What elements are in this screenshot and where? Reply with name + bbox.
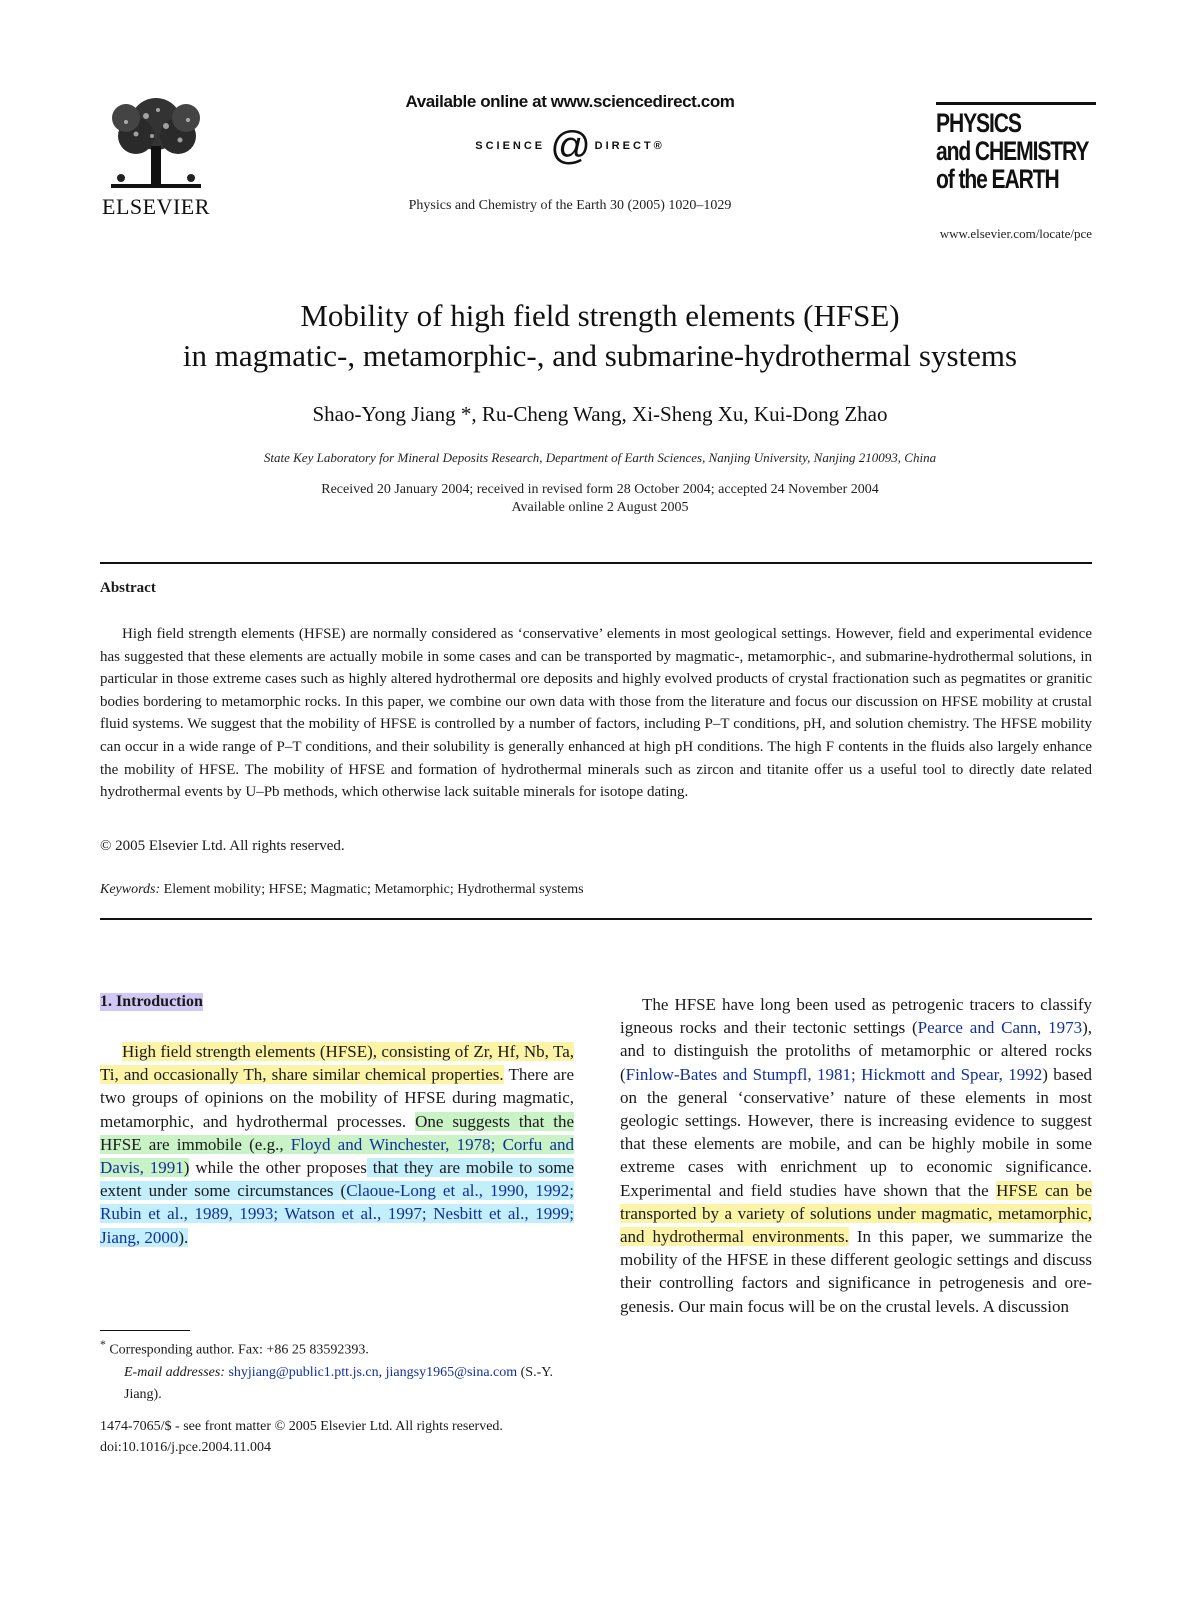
elsevier-tree-icon <box>96 96 216 196</box>
email-link-2[interactable]: jiangsy1965@sina.com <box>385 1364 518 1380</box>
rc-text-1: The HFSE have long been used as petrogenic tracers to classify igneous rocks and their tectonic settings ( <box>620 995 1092 1038</box>
rc-text-4: In this paper, we summarize the mobility of the HFSE in these different geologic settings and discuss their controlling factors and significance in petrogenesis and ore-genesis. Our main focus will be on the crustal levels. A discussion <box>620 1227 1093 1316</box>
keywords <box>100 882 584 898</box>
rc-text-2: ), and to distinguish the protoliths of metamorphic or altered rocks ( <box>620 1018 1092 1084</box>
sciencedirect-left: SCIENCE <box>475 140 546 152</box>
received-dates: Received 20 January 2004; received in revised form 28 October 2004; accepted 24 November 2004 <box>321 482 879 497</box>
journal-url-link[interactable]: www.elsevier.com/locate/pce <box>939 226 1092 241</box>
abstract-body <box>100 623 1092 804</box>
journal-logo-line-2: and CHEMISTRY <box>936 136 1089 166</box>
footnote <box>100 1334 574 1406</box>
intro-paragraph <box>100 1040 574 1249</box>
intro-heading: 1. Introduction <box>100 993 203 1010</box>
keywords-label: Keywords: <box>100 882 161 897</box>
ref-claoue-long-link[interactable]: Claoue-Long et al., 1990, 1992; Rubin et al., 1989, 1993; Watson et al., 1997; Nesbitt et al., 1999; Jiang, 2000 <box>100 1181 574 1247</box>
keywords-list: Element mobility; HFSE; Magmatic; Metamorphic; Hydrothermal systems <box>163 882 584 897</box>
cyan-text: that they are mobile to some extent under some circumstances ( <box>100 1158 574 1201</box>
corresponding-text: Corresponding author. Fax: +86 25 83592393. <box>109 1342 369 1358</box>
highlight-yellow-2: HFSE can be transported by a variety of solutions under magmatic, metamorphic, and hydrothermal environments. <box>620 1180 1092 1247</box>
divider-top <box>100 562 1092 564</box>
green-text: One suggests that the HFSE are immobile (e.g., <box>100 1111 575 1154</box>
available-date: Available online 2 August 2005 <box>511 500 689 515</box>
doi-link[interactable]: doi:10.1016/j.pce.2004.11.004 <box>100 1440 271 1455</box>
rc-text-3: ) based on the general ‘conservative’ nature of these elements in most geologic settings. However, there is increasing evidence to suggest that these elements are mobile, and can be highly mobile in some extreme cases with enrichment up to economic significance. Experimental and field studies have shown that the <box>620 1064 1092 1200</box>
journal-logo <box>936 102 1096 193</box>
corresponding-author <box>100 1334 574 1362</box>
intro-text-mid: while the other proposes <box>189 1158 367 1178</box>
sciencedirect-at-icon: @ <box>549 124 591 168</box>
divider-bottom <box>100 918 1092 920</box>
affiliation: State Key Laboratory for Mineral Deposits Research, Department of Earth Sciences, Nanjing University, Nanjing 210093, China <box>263 450 937 465</box>
issn-block <box>100 1416 503 1458</box>
ref-finlow-hickmott-link[interactable]: Finlow-Bates and Stumpfl, 1981; Hickmott and Spear, 1992 <box>625 1064 1043 1084</box>
sciencedirect-logo <box>440 126 700 166</box>
footnote-mark: * <box>100 1338 106 1351</box>
cyan-text-end: ). <box>178 1227 189 1247</box>
ref-floyd-corfu-link[interactable]: Floyd and Winchester, 1978; Corfu and Davis, 1991 <box>100 1134 574 1178</box>
article-dates <box>60 481 1140 517</box>
author-list: Shao-Yong Jiang *, Ru-Cheng Wang, Xi-Sheng Xu, Kui-Dong Zhao <box>312 402 888 426</box>
journal-logo-rule <box>936 102 1096 105</box>
abstract-text: High field strength elements (HFSE) are normally considered as ‘conservative’ elements in most geological settings. However, field and experimental evidence has suggested that these elements are actually mobile in some cases and can be transported by magmatic-, metamorphic-, and submarine-hydrothermal solutions, in particular in those extreme cases such as highly altered hydrothermal ore deposits and highly evolved products of crystal fractionation such as pegmatites or granitic bodies bordering to metamorphic rocks. In this paper, we combine our own data with those from the literature and focus our discussion on HFSE mobility at crustal fluid systems. We suggest that the mobility of HFSE is controlled by a number of factors, including P–T conditions, pH, and solution chemistry. The HFSE mobility can occur in a wide range of P–T conditions, and their solubility is generally enhanced at high pH conditions. The high F contents in the fluids also largely enhance the mobility of HFSE. The mobility of HFSE and formation of hydrothermal minerals such as zircon and titanite offer us a useful tool to directly date related hydrothermal events by U–Pb methods, which otherwise lack suitable minerals for isotope dating. <box>100 626 1092 801</box>
title-line-1: Mobility of high field strength elements (HFSE) <box>300 298 900 333</box>
available-online-text: Available online at www.sciencedirect.com <box>405 92 735 111</box>
journal-logo-line-1: PHYSICS <box>936 108 1021 138</box>
issn-line: 1474-7065/$ - see front matter © 2005 Elsevier Ltd. All rights reserved. <box>100 1419 503 1434</box>
article-title <box>60 296 1140 376</box>
intro-text-plain: There are two groups of opinions on the mobility of HFSE during magmatic, metamorphic, and hydrothermal processes. <box>100 1065 574 1131</box>
journal-citation: Physics and Chemistry of the Earth 30 (2005) 1020–1029 <box>408 198 732 213</box>
green-text-end: ) <box>183 1158 190 1178</box>
abstract-copyright: © 2005 Elsevier Ltd. All rights reserved. <box>100 838 345 854</box>
elsevier-logo <box>96 96 216 221</box>
email-label: E-mail addresses: <box>124 1364 225 1380</box>
email-link-1[interactable]: shyjiang@public1.ptt.js.cn <box>228 1364 379 1380</box>
publisher-name: ELSEVIER <box>102 194 210 219</box>
email-suffix: (S.-Y. Jiang). <box>124 1364 554 1402</box>
footnote-rule <box>100 1330 190 1331</box>
abstract-heading: Abstract <box>100 580 156 596</box>
ref-pearce-cann-link[interactable]: Pearce and Cann, 1973 <box>917 1018 1083 1038</box>
right-column-paragraph <box>620 993 1092 1318</box>
sciencedirect-right: DIRECT® <box>594 140 665 152</box>
title-line-2: in magmatic-, metamorphic-, and submarine-hydrothermal systems <box>182 338 1018 373</box>
journal-logo-line-3: of the EARTH <box>936 164 1059 194</box>
highlight-yellow-1: High field strength elements (HFSE), consisting of Zr, Hf, Nb, Ta, Ti, and occasionally Th, share similar chemical properties. <box>100 1042 574 1085</box>
email-addresses: E-mail addresses: shyjiang@public1.ptt.js.cn, jiangsy1965@sina.com (S.-Y. Jiang). <box>124 1364 554 1402</box>
